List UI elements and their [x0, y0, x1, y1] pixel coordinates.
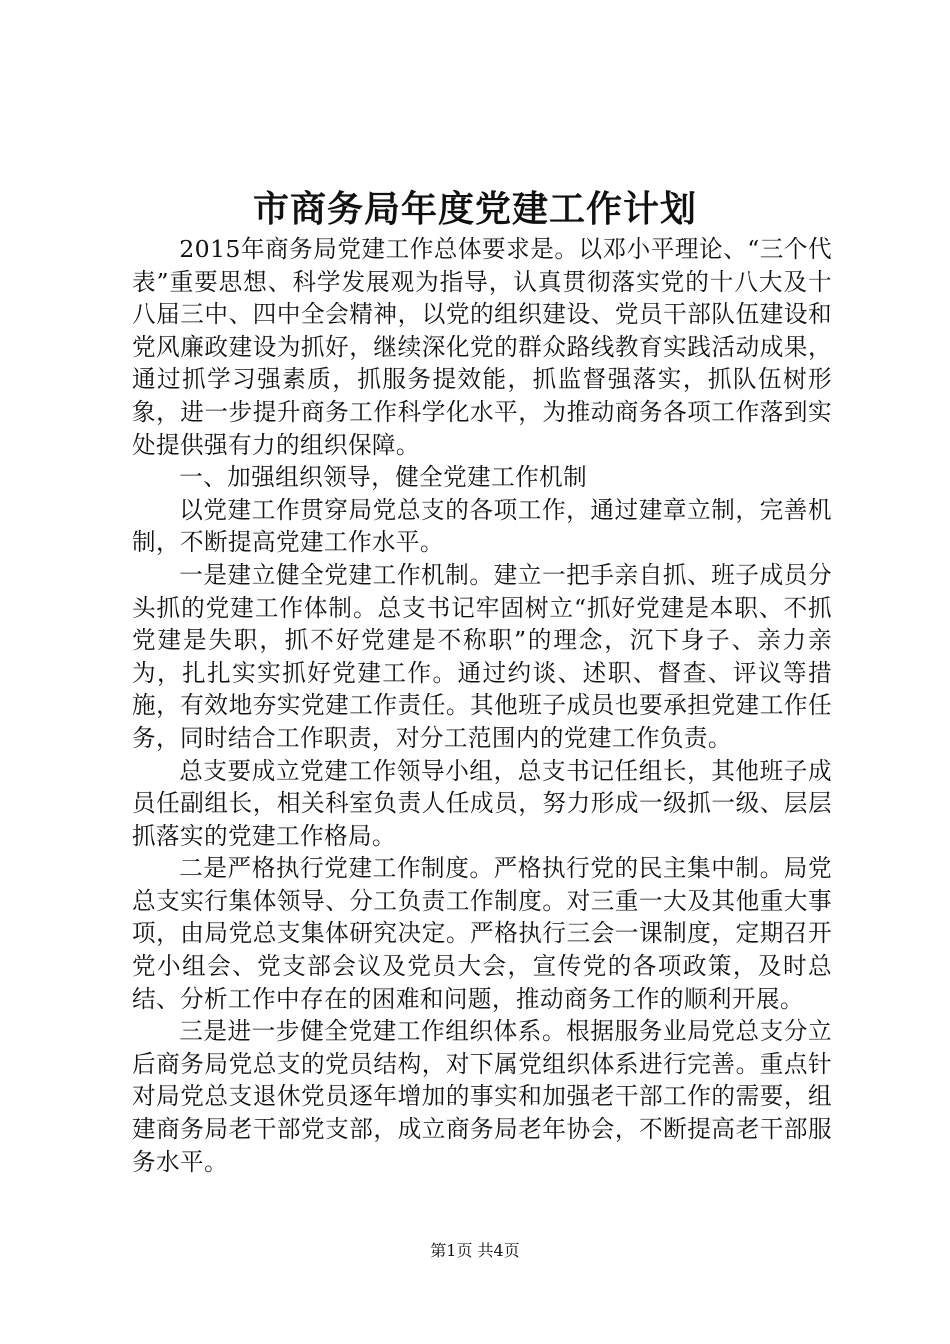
paragraph: 以党建工作贯穿局党总支的各项工作，通过建章立制，完善机制，不断提高党建工作水平。: [132, 495, 832, 557]
paragraph: 总支要成立党建工作领导小组，总支书记任组长，其他班子成员任副组长，相关科室负责人任成员，努力形成一级抓一级、层层抓落实的党建工作格局。: [132, 756, 832, 850]
paragraph: 二是严格执行党建工作制度。严格执行党的民主集中制。局党总支实行集体领导、分工负责工作制度。对三重一大及其他重大事项，由局党总支集体研究决定。严格执行三会一课制度，定期召开党小组会、党支部会议及党员大会，宣传党的各项政策，及时总结、分析工作中存在的困难和问题，推动商务工作的顺利开展。: [132, 854, 832, 1013]
paragraph: 一是建立健全党建工作机制。建立一把手亲自抓、班子成员分头抓的党建工作体制。总支书记牢固树立“抓好党建是本职、不抓党建是失职，抓不好党建是不称职”的理念，沉下身子、亲力亲为，扎扎实实抓好党建工作。通过约谈、述职、督查、评议等措施，有效地夯实党建工作责任。其他班子成员也要承担党建工作任务，同时结合工作职责，对分工范围内的党建工作负责。: [132, 560, 832, 752]
document-title: 市商务局年度党建工作计划: [252, 188, 697, 230]
paragraph: 三是进一步健全党建工作组织体系。根据服务业局党总支分立后商务局党总支的党员结构，对下属党组织体系进行完善。重点针对局党总支退休党员逐年增加的事实和加强老干部工作的需要，组建商务局老干部党支部，成立商务局老年协会，不断提高老干部服务水平。: [132, 1017, 832, 1176]
page-number-footer: 第1页 共4页: [430, 1241, 520, 1260]
document-body: [132, 233, 832, 1178]
paragraph-intro: 2015年商务局党建工作总体要求是。以邓小平理论、“三个代表”重要思想、科学发展观为指导，认真贯彻落实党的十八大及十八届三中、四中全会精神，以党的组织建设、党员干部队伍建设和党风廉政建设为抓好，继续深化党的群众路线教育实践活动成果，通过抓学习强素质，抓服务提效能，抓监督强落实，抓队伍树形象，进一步提升商务工作科学化水平，为推动商务各项工作落到实处提供强有力的组织保障。: [132, 235, 832, 459]
section-heading-1: 一、加强组织领导，健全党建工作机制: [179, 463, 588, 492]
